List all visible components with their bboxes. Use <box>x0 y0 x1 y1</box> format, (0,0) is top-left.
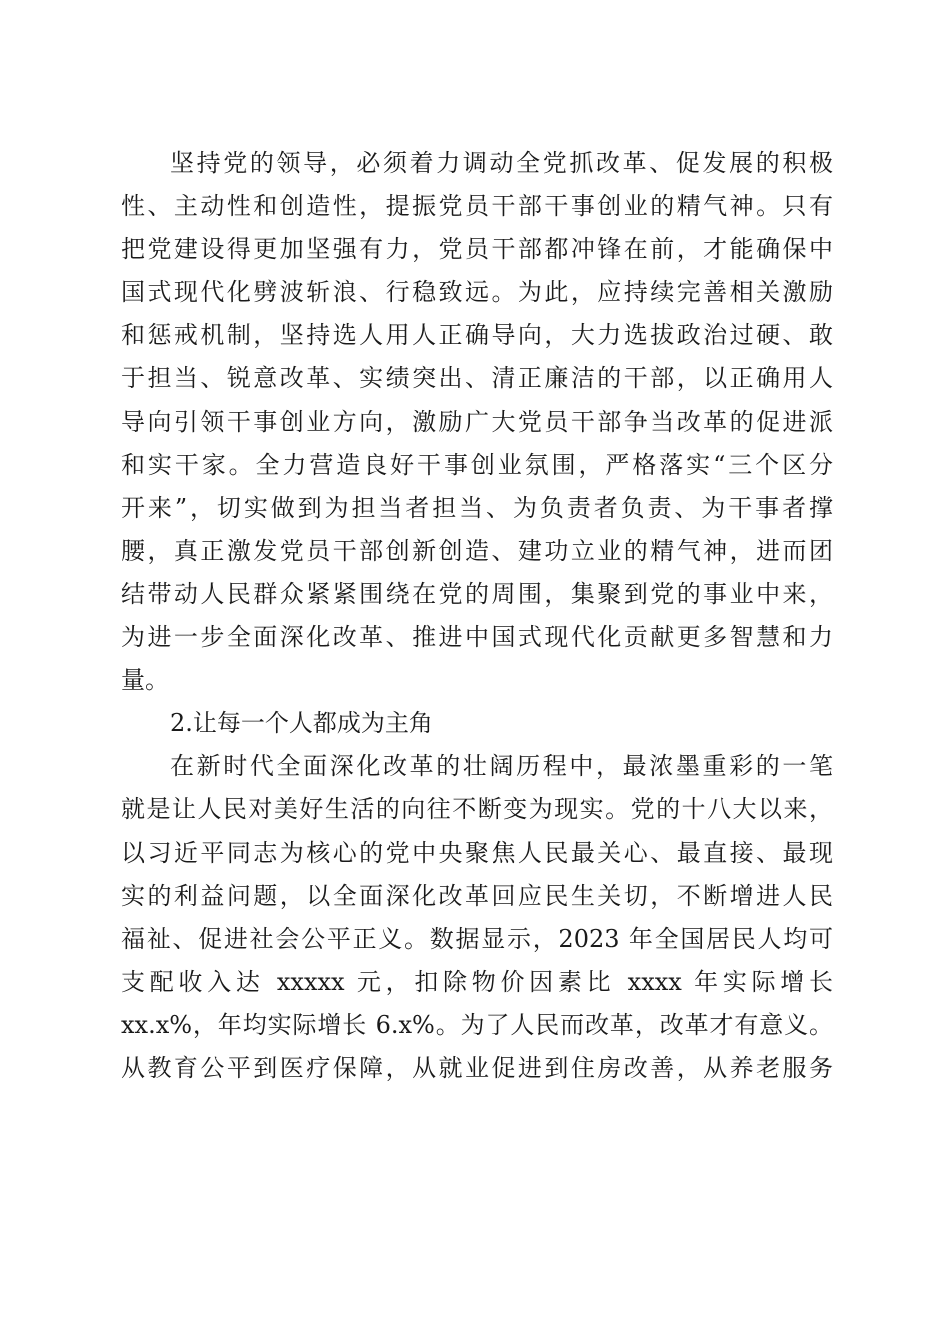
text-line: 性、主动性和创造性，提振党员干部干事创业的精气神。只有 <box>121 192 833 221</box>
text-line: 腰，真正激发党员干部创新创造、建功立业的精气神，进而团 <box>121 536 833 565</box>
text-line: 坚持党的领导，必须着力调动全党抓改革、促发展的积极 <box>170 149 833 177</box>
paragraph-leadership <box>121 142 833 702</box>
text-line: 国式现代化劈波斩浪、行稳致远。为此，应持续完善相关激励 <box>121 278 833 307</box>
text-line: 和惩戒机制，坚持选人用人正确导向，大力选拔政治过硬、敢 <box>121 321 833 350</box>
paragraph-people <box>121 745 833 1090</box>
text-line: 就是让人民对美好生活的向往不断变为现实。党的十八大以来， <box>121 795 833 824</box>
text-line: 以习近平同志为核心的党中央聚焦人民最关心、最直接、最现 <box>121 838 833 867</box>
section-heading <box>121 702 833 745</box>
text-line: 福祉、促进社会公平正义。数据显示，2023 年全国居民人均可 <box>121 924 833 953</box>
text-line: 从教育公平到医疗保障，从就业促进到住房改善，从养老服务 <box>121 1053 833 1082</box>
text-line: 实的利益问题，以全面深化改革回应民生关切，不断增进人民 <box>121 881 833 910</box>
heading-text: 2.让每一个人都成为主角 <box>170 709 433 738</box>
document-body <box>121 142 833 1090</box>
text-line: 导向引领干事创业方向，激励广大党员干部争当改革的促进派 <box>121 407 833 436</box>
text-line: 结带动人民群众紧紧围绕在党的周围，集聚到党的事业中来， <box>121 579 833 608</box>
text-line: 开来”，切实做到为担当者担当、为负责者负责、为干事者撑 <box>121 493 833 522</box>
text-line: 把党建设得更加坚强有力，党员干部都冲锋在前，才能确保中 <box>121 235 833 264</box>
text-line: 和实干家。全力营造良好干事创业氛围，严格落实“三个区分 <box>121 450 833 479</box>
text-line: 为进一步全面深化改革、推进中国式现代化贡献更多智慧和力 <box>121 623 833 652</box>
text-line: 于担当、锐意改革、实绩突出、清正廉洁的干部，以正确用人 <box>121 364 833 393</box>
text-line: 在新时代全面深化改革的壮阔历程中，最浓墨重彩的一笔 <box>170 752 833 781</box>
text-line: 量。 <box>121 666 169 695</box>
text-line: xx.x%，年均实际增长 6.x%。为了人民而改革，改革才有意义。 <box>121 1010 833 1039</box>
text-line: 支配收入达 xxxxx 元，扣除物价因素比 xxxx 年实际增长 <box>121 967 833 996</box>
